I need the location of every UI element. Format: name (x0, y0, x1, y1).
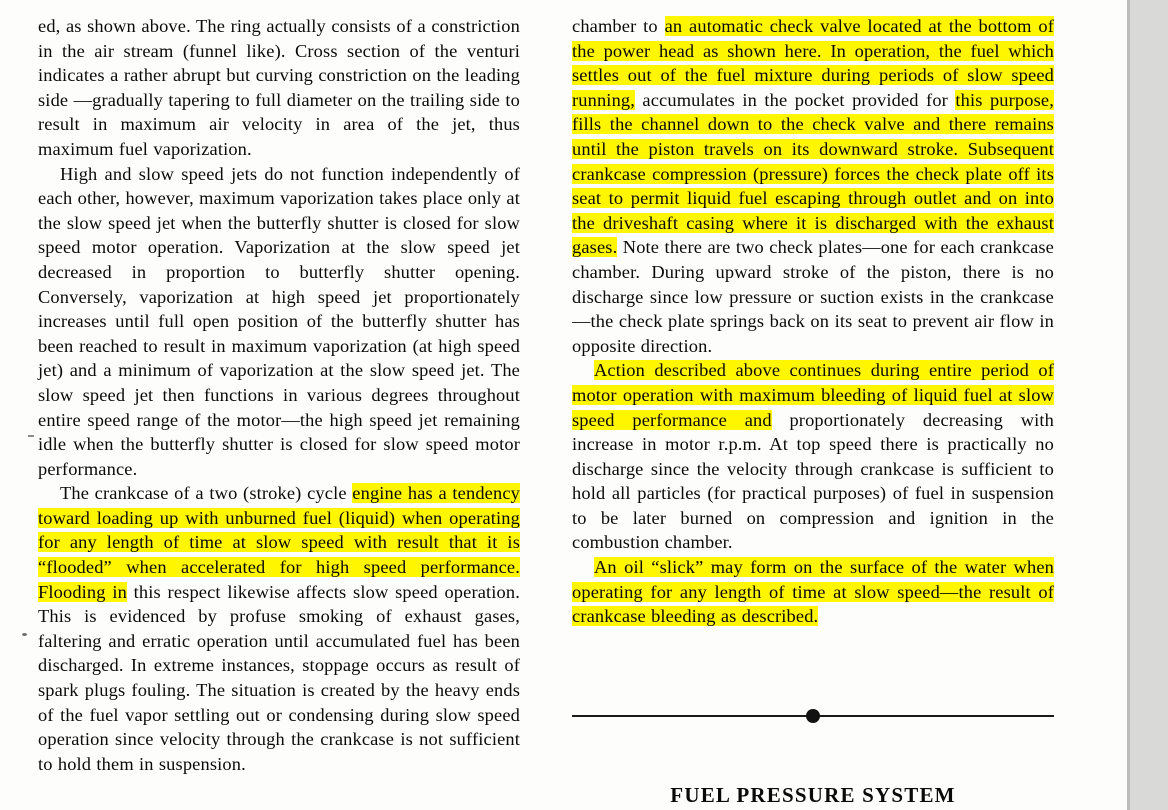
text-run: Note there are two check plates—one for each crankcase chamber. During upward stroke of the piston, there is no discharge since low pressure or suction exists in the crankcase—the check plate springs back on its seat to prevent air flow in opposite direction. (572, 237, 1054, 356)
left-text-column (38, 14, 520, 776)
paragraph (38, 162, 520, 482)
highlighted-text-run: An oil “slick” may form on the surface of the water when operating for any length of time at slow speed—the result of crankcase bleeding as described. (572, 557, 1054, 627)
highlighted-text-run: an automatic check valve located at the bottom of the power head as shown here. In operation, the fuel which settles out of the fuel mixture during periods of slow speed running, (572, 16, 1054, 110)
scan-background-margin (1130, 0, 1168, 810)
text-run: accumulates in the pocket provided for (635, 89, 956, 110)
text-run: The crankcase of a two (stroke) cycle (60, 483, 353, 504)
section-divider (572, 700, 1054, 730)
divider-dot-icon (806, 709, 820, 723)
paragraph (38, 14, 520, 162)
highlighted-text-run: this purpose, fills the channel down to the check valve and there remains until the piston travels on its downward stroke. Subsequent crankcase compression (pressure) forces the check plate off its seat to permit liquid fuel escaping through outlet and on into the driveshaft casing where it is discharged with the exhaust gases. (572, 89, 1054, 258)
text-run: chamber to (572, 16, 665, 36)
highlighted-text-run: engine has a tendency toward loading up with unburned fuel (liquid) when operating for any length of time at slow speed with result that it is “flooded” when accelerated for high speed performance. Flooding in (38, 483, 520, 602)
section-heading: FUEL PRESSURE SYSTEM (670, 783, 956, 807)
text-run: proportionately decreasing with increase in motor r.p.m. At top speed there is practically no discharge since the velocity through crankcase is sufficient to hold all particles (for practical purposes) of fuel in suspension to be later burned on compression and ignition in the combustion chamber. (572, 409, 1055, 553)
paragraph (38, 481, 520, 776)
paragraph (572, 358, 1054, 555)
text-run: High and slow speed jets do not function independently of each other, however, maximum vaporization takes place only at the slow speed jet when the butterfly shutter is closed for slow speed motor operation. Vaporization at the slow speed jet decreased in proportion to butterfly shutter opening. Conversely, vaporization at high speed jet proportionately increases until full open position of the butterfly shutter has been reached to result in maximum vaporization (at high speed jet) and a minimum of vaporization at the slow speed jet. The slow speed jet then functions in various degrees throughout entire speed range of the motor—the high speed jet remaining idle when the butterfly shutter is closed for slow speed motor performance. (38, 163, 520, 479)
paragraph (572, 14, 1054, 358)
highlighted-text-run: Action described above continues during entire period of motor operation with maximum bleeding of liquid fuel at slow speed performance and (572, 360, 1054, 430)
paragraph (572, 555, 1054, 629)
margin-tick-mark (28, 435, 34, 437)
text-run: this respect likewise affects slow speed operation. This is evidenced by profuse smoking of exhaust gases, faltering and erratic operation until accumulated fuel has been discharged. In extreme instances, stoppage occurs as result of spark plugs fouling. The situation is created by the heavy ends of the fuel vapor settling out or condensing during slow speed operation since velocity through the crankcase is not sufficient to hold them in suspension. (38, 581, 520, 774)
text-run: ed, as shown above. The ring actually consists of a constriction in the air stream (funnel like). Cross section of the venturi indicates a rather abrupt but curving constriction on the leading side —gradually tapering to full diameter on the trailing side to result in maximum air velocity in area of the jet, thus maximum fuel vaporization. (38, 16, 520, 159)
margin-speck (22, 633, 27, 636)
right-text-column (572, 14, 1054, 629)
